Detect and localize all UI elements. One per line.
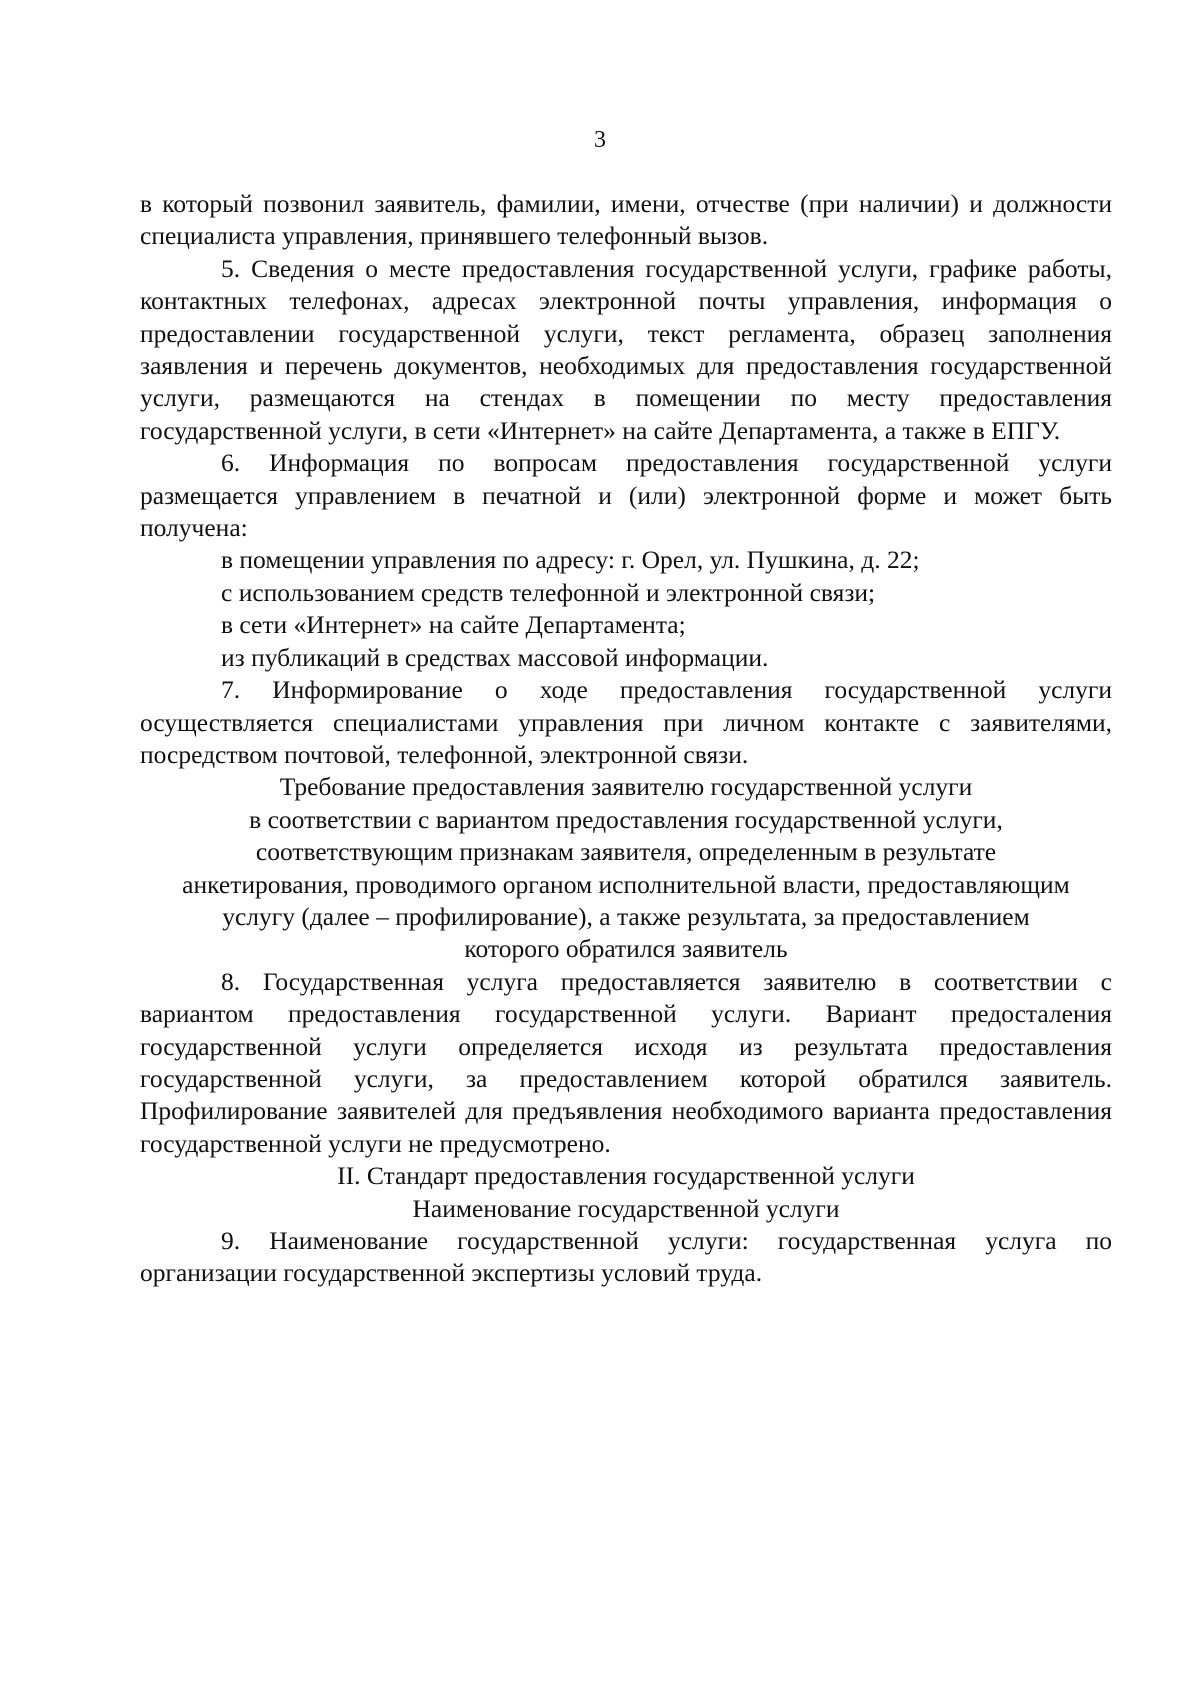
list-item: в сети «Интернет» на сайте Департамента;: [221, 610, 686, 640]
paragraph-6: 6. Информация по вопросам предоставления государственной услуги размещается управлением в печатной и (или) электронной форме и может быть получена:: [140, 448, 1112, 543]
list-item: с использованием средств телефонной и электронной связи;: [221, 577, 876, 607]
paragraph-8: 8. Государственная услуга предоставляется заявителю в соответствии с вариантом предоставления государственной услуги. Вариант предосталения государственной услуги определяется исходя из результата предоставления государственной услуги, за предоставлением которой обратился заявитель. Профилирование заявителей для предъявления необходимого варианта предоставления государственной услуги не предусмотрено.: [140, 966, 1112, 1158]
heading-line: которого обратился заявитель: [464, 934, 788, 964]
heading-line: Требование предоставления заявителю государственной услуги: [279, 772, 973, 802]
document-body: [140, 188, 1112, 1290]
heading-line: услугу (далее – профилирование), а также результата, за предоставлением: [222, 901, 1030, 931]
heading-line: соответствующим признакам заявителя, определенным в результате: [255, 837, 997, 867]
sub-heading: Наименование государственной услуги: [412, 1193, 840, 1223]
page-number: 3: [594, 127, 606, 153]
heading-line: анкетирования, проводимого органом исполнительной власти, предоставляющим: [182, 869, 1070, 899]
list-item: из публикаций в средствах массовой информации.: [221, 642, 769, 672]
paragraph-9: 9. Наименование государственной услуги: государственная услуга по организации государственной экспертизы условий труда.: [140, 1226, 1112, 1288]
requirement-heading: [140, 771, 1112, 965]
paragraph-7: 7. Информирование о ходе предоставления государственной услуги осуществляется специалистами управления при личном контакте с заявителями, посредством почтовой, телефонной, электронной связи.: [140, 675, 1112, 769]
paragraph-continuation: в который позвонил заявитель, фамилии, имени, отчестве (при наличии) и должности специалиста управления, принявшего телефонный вызов.: [140, 189, 1112, 251]
section-heading: II. Стандарт предоставления государственной услуги: [337, 1161, 915, 1191]
heading-line: в соответствии с вариантом предоставления государственной услуги,: [249, 804, 1003, 834]
list-item: в помещении управления по адресу: г. Орел, ул. Пушкина, д. 22;: [221, 545, 920, 575]
paragraph-5: 5. Сведения о месте предоставления государственной услуги, графике работы, контактных телефонах, адресах электронной почты управления, информация о предоставлении государственной услуги, текст регламента, образец заполнения заявления и перечень документов, необходимых для предоставления государственной услуги, размещаются на стендах в помещении по месту предоставления государственной услуги, в сети «Интернет» на сайте Департамента, а также в ЕПГУ.: [140, 253, 1112, 445]
